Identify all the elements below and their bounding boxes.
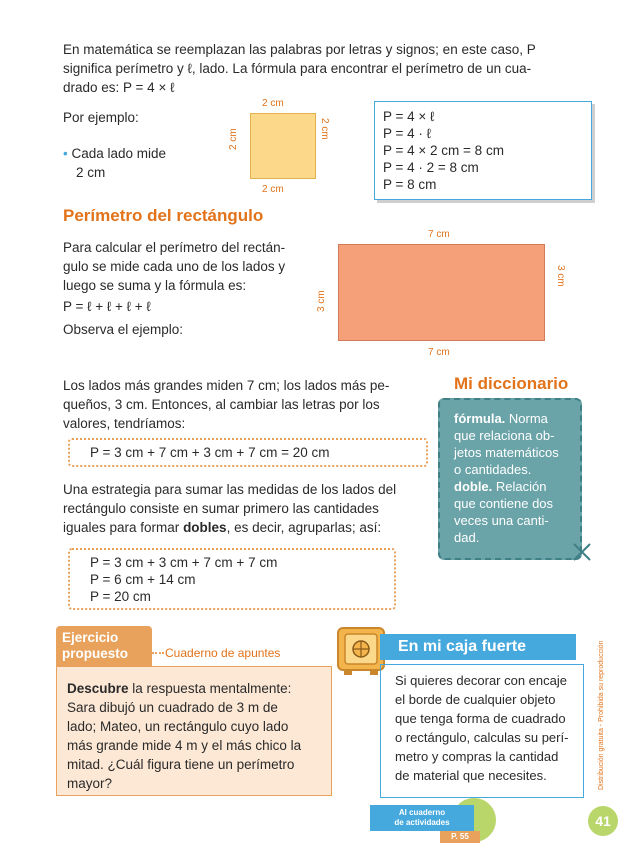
dict-def: o cantidades. (454, 462, 532, 477)
ejercicio-line: más grande mide 4 m y el más chico la (67, 738, 302, 753)
bullet-item (63, 144, 166, 163)
dict-entry (454, 478, 572, 495)
ejercicio-line: mitad. ¿Cuál figura tiene un perímetro (67, 757, 295, 772)
lados-formula-box (68, 438, 428, 467)
text-line: valores, tendríamos: (63, 416, 186, 431)
intro-line: drado es: P = 4 × ℓ (63, 80, 175, 95)
text-line: Para calcular el perímetro del rectán- (63, 240, 286, 255)
text-line (63, 518, 433, 537)
page-number: 41 (588, 806, 618, 836)
dict-word: fórmula. (454, 411, 506, 426)
text-line: queños, 3 cm. Entonces, al cambiar las letras por los (63, 397, 380, 412)
formula-line: P = 4 × 2 cm = 8 cm (383, 143, 504, 158)
side-note: Distribución gratuita - Prohibida su reproducción (598, 640, 605, 790)
dict-def: jetos matemáticos (454, 445, 559, 460)
square-dim-right: 2 cm (319, 118, 330, 140)
text-line: Los lados más grandes miden 7 cm; los lados más pe- (63, 378, 390, 393)
ejercicio-line: mayor? (67, 776, 113, 791)
rectangle-formula: P = ℓ + ℓ + ℓ + ℓ (63, 299, 151, 314)
cuaderno-link[interactable]: Cuaderno de apuntes (165, 646, 281, 660)
text-span: la respuesta mentalmente: (128, 681, 292, 696)
tag-line: Al cuaderno (398, 808, 446, 817)
caja-box (380, 664, 584, 798)
caja-line: o rectángulo, calculas su perí- (395, 730, 569, 745)
dict-def: dad. (454, 530, 480, 545)
intro-line: significa perímetro y ℓ, lado. La fórmula para encontrar el perímetro de un cua- (63, 61, 532, 76)
dict-def: que relaciona ob- (454, 428, 555, 443)
bold-word: dobles (183, 520, 227, 535)
dict-def: veces una canti- (454, 513, 549, 528)
dict-word: doble. (454, 479, 493, 494)
formula-line: P = 4 · ℓ (383, 126, 432, 141)
rect-dim-left: 3 cm (316, 290, 327, 312)
tag-line: de actividades (394, 818, 450, 827)
caja-line: Si quieres decorar con encaje (395, 673, 567, 688)
cuaderno-tag[interactable] (370, 805, 474, 831)
tab-connector (152, 652, 164, 654)
text-span: iguales para formar (63, 520, 184, 535)
caja-title: En mi caja fuerte (380, 634, 576, 660)
dict-def: que contiene dos (454, 496, 554, 511)
formula-line: P = 3 cm + 3 cm + 7 cm + 7 cm (90, 555, 278, 570)
rect-dim-right: 3 cm (555, 265, 566, 287)
dict-entry (454, 410, 572, 427)
text-line: Una estrategia para sumar las medidas de los lados del (63, 482, 397, 497)
caja-line: el borde de cualquier objeto (395, 692, 556, 707)
caja-line: metro y compras la cantidad (395, 749, 559, 764)
rectangle-figure (338, 244, 545, 341)
caja-line: de material que necesites. (395, 768, 547, 783)
stitch-icon (570, 540, 594, 564)
formula-line: P = 8 cm (383, 177, 437, 192)
formula-line: P = 20 cm (90, 589, 151, 604)
formula-line: P = 6 cm + 14 cm (90, 572, 196, 587)
text-line: luego se suma y la fórmula es: (63, 278, 247, 293)
bullet-text: Cada lado mide (71, 146, 167, 161)
intro-line: En matemática se reemplazan las palabras por letras y signos; en este caso, P (63, 42, 536, 57)
cuaderno-page[interactable]: P. 55 (440, 831, 480, 843)
square-figure (250, 113, 316, 179)
dict-def: Norma (505, 411, 548, 426)
intro-paragraph (63, 40, 603, 97)
observa-text: Observa el ejemplo: (63, 322, 184, 337)
rectangle-heading: Perímetro del rectángulo (63, 206, 264, 225)
rect-dim-bottom: 7 cm (428, 347, 450, 358)
text-span: , es decir, agruparlas; así: (226, 520, 382, 535)
rectangle-paragraph (63, 238, 313, 339)
example-label: Por ejemplo: (63, 110, 139, 125)
square-dim-bottom: 2 cm (262, 184, 284, 195)
formula-line: P = 4 · 2 = 8 cm (383, 160, 479, 175)
square-dim-left: 2 cm (228, 128, 239, 150)
bullet-text-2: 2 cm (76, 165, 106, 180)
text-line: gulo se mide cada uno de los lados y (63, 259, 286, 274)
rect-dim-top: 7 cm (428, 229, 450, 240)
dict-def: Relación (492, 479, 547, 494)
caja-line: que tenga forma de cuadrado (395, 711, 566, 726)
ejercicio-line (67, 679, 321, 698)
bullet-dot-icon: • (63, 146, 68, 161)
square-formula-box (374, 101, 592, 200)
formula-line: P = 4 × ℓ (383, 109, 435, 124)
lados-formula: P = 3 cm + 7 cm + 3 cm + 7 cm = 20 cm (90, 445, 330, 460)
ejercicio-tab (56, 626, 152, 666)
tab-label: propuesto (62, 646, 128, 661)
ejercicio-line: lado; Mateo, un rectángulo cuyo lado (67, 719, 289, 734)
text-line: rectángulo consiste en sumar primero las cantidades (63, 501, 379, 516)
square-dim-top: 2 cm (262, 98, 284, 109)
estrategia-formula-box (68, 548, 396, 610)
lados-paragraph (63, 376, 433, 433)
ejercicio-box (56, 666, 332, 796)
diccionario-card (438, 398, 582, 560)
bold-word: Descubre (67, 681, 129, 696)
diccionario-title: Mi diccionario (454, 374, 569, 393)
tab-label: Ejercicio (62, 630, 119, 645)
estrategia-paragraph (63, 480, 433, 537)
ejercicio-line: Sara dibujó un cuadrado de 3 m de (67, 700, 278, 715)
